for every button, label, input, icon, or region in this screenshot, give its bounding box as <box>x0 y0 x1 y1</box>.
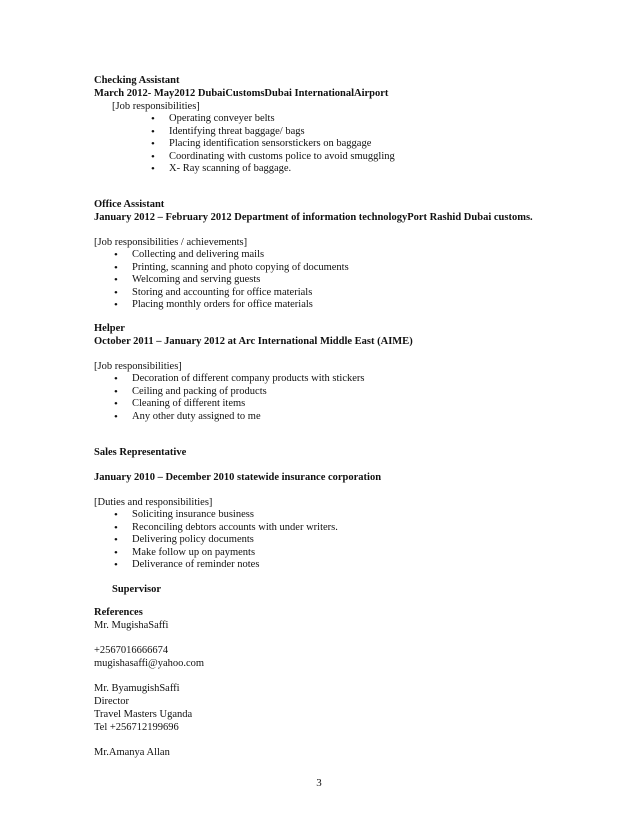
list-item: • X- Ray scanning of baggage. <box>169 163 395 176</box>
list-item: • Cleaning of different items <box>132 398 413 411</box>
job-office-assistant <box>94 198 533 312</box>
job-responsibilities-heading: [Duties and responsibilities] <box>94 497 213 508</box>
job-title: Sales Representative <box>94 447 187 458</box>
job-checking-assistant <box>94 74 395 176</box>
list-item: • Placing identification sensorstickers on baggage <box>169 138 395 151</box>
job-helper <box>94 322 413 423</box>
job-title: Helper <box>94 323 125 334</box>
list-item: • Collecting and delivering mails <box>132 249 533 262</box>
reference-name: Mr. MugishaSaffi <box>94 620 169 631</box>
job-responsibilities-list <box>132 373 413 423</box>
list-item: • Delivering policy documents <box>132 534 381 547</box>
job-responsibilities-heading: [Job responsibilities] <box>94 361 182 372</box>
reference-name: Mr. ByamugishSaffi <box>94 683 180 694</box>
list-item: • Welcoming and serving guests <box>132 274 533 287</box>
reference-name: Mr.Amanya Allan <box>94 747 170 758</box>
list-item: • Soliciting insurance business <box>132 509 381 522</box>
reference-company: Travel Masters Uganda <box>94 709 193 720</box>
page-number: 3 <box>316 777 322 789</box>
reference-phone: Tel +256712199696 <box>94 722 179 733</box>
list-item: • Reconciling debtors accounts with under writers. <box>132 522 381 535</box>
job-responsibilities-heading: [Job responsibilities] <box>112 101 200 112</box>
supervisor-heading: Supervisor <box>112 584 162 595</box>
list-item: • Operating conveyer belts <box>169 113 395 126</box>
reference-phone: +2567016666674 <box>94 645 169 656</box>
references-heading: References <box>94 607 143 618</box>
job-period: October 2011 – January 2012 at Arc International Middle East (AIME) <box>94 336 413 347</box>
job-period: January 2010 – December 2010 statewide insurance corporation <box>94 472 382 483</box>
list-item: • Make follow up on payments <box>132 547 381 560</box>
list-item: • Placing monthly orders for office materials <box>132 299 533 312</box>
reference-position: Director <box>94 696 129 707</box>
reference-email: mugishasaffi@yahoo.com <box>94 658 205 669</box>
job-sales-representative <box>94 446 381 572</box>
job-title: Office Assistant <box>94 199 165 210</box>
list-item: • Identifying threat baggage/ bags <box>169 126 395 139</box>
list-item: • Storing and accounting for office materials <box>132 287 533 300</box>
job-period: March 2012- May2012 DubaiCustomsDubai InternationalAirport <box>94 88 389 99</box>
list-item: • Deliverance of reminder notes <box>132 559 381 572</box>
list-item: • Coordinating with customs police to avoid smuggling <box>169 151 395 164</box>
list-item: • Any other duty assigned to me <box>132 411 413 424</box>
list-item: • Decoration of different company products with stickers <box>132 373 413 386</box>
references-section <box>94 606 204 759</box>
job-responsibilities-list <box>132 249 533 312</box>
job-responsibilities-heading: [Job responsibilities / achievements] <box>94 237 248 248</box>
job-responsibilities-list <box>169 113 395 176</box>
list-item: • Printing, scanning and photo copying of documents <box>132 262 533 275</box>
list-item: • Ceiling and packing of products <box>132 386 413 399</box>
job-responsibilities-list <box>132 509 381 572</box>
job-period: January 2012 – February 2012 Department of information technologyPort Rashid Dubai customs. <box>94 212 533 223</box>
job-title: Checking Assistant <box>94 75 180 86</box>
